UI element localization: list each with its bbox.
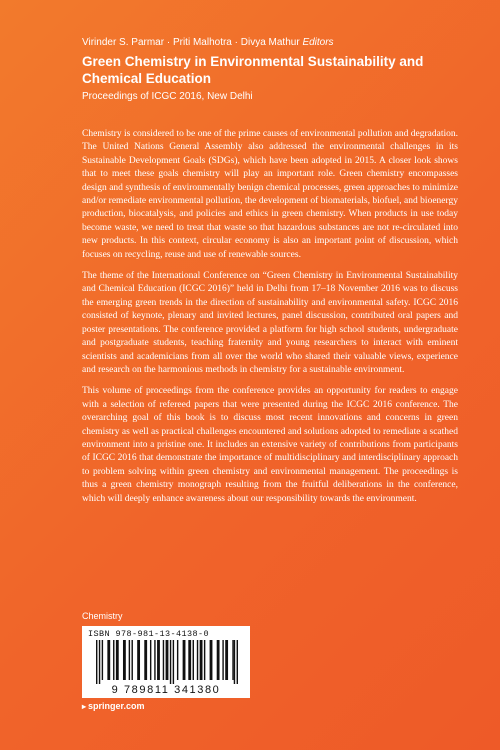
barcode-bar (99, 640, 100, 684)
barcode-bar (150, 640, 151, 680)
book-subtitle: Proceedings of ICGC 2016, New Delhi (82, 91, 253, 102)
barcode-bar (217, 640, 220, 680)
description-paragraph-2: The theme of the International Conference on “Green Chemistry in Environmental Sustainability and Chemical Education (ICGC 2016)” held in Delhi from 17–18 November 2016 was to discuss the emerging green trends in the direction of sustainability and environmental safety. ICGC 2016 consisted of keynote, plenary and invited lectures, panel discussion, contributed oral papers and poster presentations. The conference provided a platform for high school students, undergraduate and postgraduate students, teaching fraternity and young researchers to interact with eminent scientists and academicians from all over the world who shared their valuable views, experience and research on the harmonious methods in chemistry for a sustainable environment. (82, 271, 458, 375)
barcode-bar (96, 640, 97, 684)
publisher-url: springer.com (88, 701, 145, 711)
barcode-bar (200, 640, 203, 680)
barcode-bar (204, 640, 205, 680)
cover-header (82, 36, 482, 103)
barcode-bar (188, 640, 191, 680)
barcode-bar (177, 640, 178, 680)
barcode-bar (222, 640, 223, 680)
barcode-bar (144, 640, 147, 680)
book-title: Green Chemistry in Environmental Sustainability and Chemical Education (82, 54, 424, 86)
barcode-bar (183, 640, 186, 680)
barcode-graphic (96, 640, 238, 684)
barcode-panel (82, 626, 250, 698)
barcode-bar (107, 640, 110, 680)
barcode-bar (123, 640, 126, 680)
arrow-right-icon: ▸ (82, 702, 87, 711)
barcode-bar (116, 640, 119, 680)
barcode-digits: 9 789811 341380 (111, 684, 221, 696)
barcode-bar (170, 640, 171, 684)
publisher-link[interactable] (82, 701, 145, 712)
editor-names: Virinder S. Parmar · Priti Malhotra · Divya Mathur (82, 37, 300, 48)
barcode-bar (132, 640, 133, 680)
editors-line (82, 36, 482, 49)
barcode-bar (232, 640, 233, 680)
book-description (82, 128, 458, 514)
barcode-bar (193, 640, 194, 680)
barcode-bar (102, 640, 103, 680)
subject-category: Chemistry (82, 611, 123, 621)
barcode-bar (237, 640, 238, 684)
barcode-bar (225, 640, 228, 680)
barcode-bar (157, 640, 160, 680)
barcode-bar (154, 640, 155, 680)
barcode-bar (163, 640, 164, 680)
barcode-bar (173, 640, 174, 684)
barcode-bar (137, 640, 140, 680)
barcode-bar (129, 640, 130, 680)
barcode-bar (210, 640, 213, 680)
description-paragraph-3: This volume of proceedings from the conference provides an opportunity for readers to engage with a selection of refereed papers that were presented during the ICGC 2016 conference. The overarching goal of this book is to discuss most recent innovations and concerns in green chemistry as well as practical challenges encountered and solutions adopted to remediate a scathed environment into a pristine one. It includes an extensive variety of contributions from participants of ICGC 2016 that demonstrate the importance of multidisciplinary and interdisciplinary approach to problem solving within green chemistry and environmental management. The proceedings is thus a green chemistry monograph resulting from the fruitful deliberations in the conference, which will deeply enhance awareness about our responsibility towards the environment. (82, 386, 458, 504)
barcode-bar (197, 640, 198, 680)
isbn-number: ISBN 978-981-13-4138-0 (88, 629, 210, 639)
barcode-bar (113, 640, 114, 680)
editors-label: Editors (302, 37, 334, 48)
barcode-bar (166, 640, 169, 680)
barcode-bar (234, 640, 235, 684)
description-paragraph-1: Chemistry is considered to be one of the prime causes of environmental pollution and degradation. The United Nations General Assembly also addressed the environmental challenges in its Sustainable Development Goals (SDGs), which have been adopted in 2015. A closer look shows that to meet these goals chemistry will play an important role. Green chemistry encompasses design and synthesis of environmentally benign chemical processes, green approaches to minimize and/or remediate environmental pollution, the development of biomaterials, biofuel, and bioenergy production, biocatalysis, and policies and ethics in green chemistry. When products in use today become waste, we need to treat that waste so that hazardous substances are not re-circulated into new products. In this context, circular economy is also an important point of discussion, which focuses on recycling, reuse and use of renewable sources. (82, 129, 458, 260)
